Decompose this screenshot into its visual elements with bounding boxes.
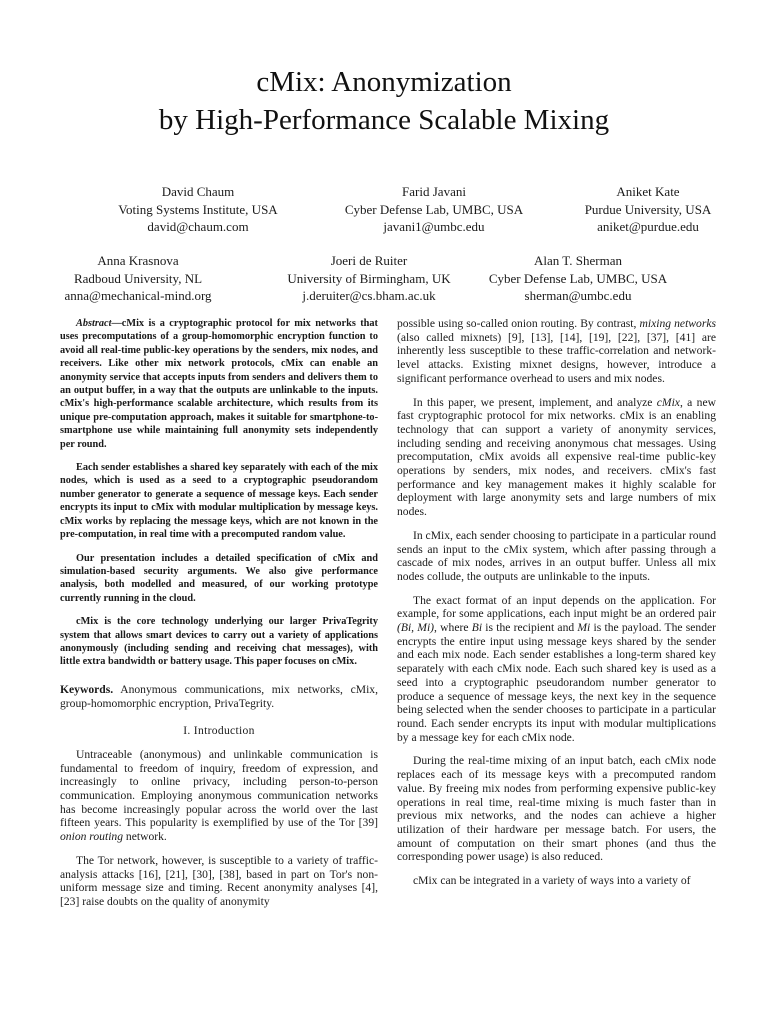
text-run: is the recipient and (482, 621, 578, 635)
abstract-paragraph (60, 317, 378, 451)
author-name: Anna Krasnova (97, 253, 179, 268)
author-email: aniket@purdue.edu (597, 219, 699, 234)
abstract-text: —cMix is a cryptographic protocol for mix networks that uses precomputations of a group-homomorphic encryption function to avoid all real-time public-key operations by the senders, mix nodes, and receivers. Like other mix network protocols, cMix can enable an anonymity service that accepts inputs from senders and delivers them to an output buffer, in a way that the outputs are unlinkable to the inputs. cMix's high-performance scalable architecture, which results from its unique pre-computation approach, makes it suitable for smartphone-to-smartphone use while maintaining full anonymity sets independently per round. (60, 318, 378, 450)
author-block (538, 183, 758, 236)
author-block (28, 252, 248, 305)
text-run: is the payload. The sender encrypts the entire input using message keys shared by the sender and each mix node. Each sender establishes a long-term shared key separately with each cMix node. Each such shared key is used as a seed into a cryptographic pseudorandom number generator to produce a sequence of message keys, the next key in the sequence being selected when the sender chooses to participate in a particular round. Each sender encrypts its input with modular multiplications by a message key for each cMix node. (397, 621, 717, 744)
body-paragraph (397, 594, 716, 745)
body-paragraph: The Tor network, however, is susceptible to a variety of traffic-analysis attacks [16], [21], [30], [38], based in part on Tor's non-uniform message size and timing. Recent anonymity analyses [4], [23] raise doubts on the quality of anonymity (60, 853, 378, 908)
author-email: david@chaum.com (147, 219, 249, 234)
author-email: anna@mechanical-mind.org (64, 288, 212, 303)
emphasis: mixing networks (639, 317, 717, 330)
body-paragraph: cMix can be integrated in a variety of ways into a variety of (413, 874, 691, 888)
math-expression: (Bi, Mi) (397, 621, 435, 635)
body-paragraph: In cMix, each sender choosing to participate in a particular round sends an input to the cMix system, which after passing through a cascade of mix nodes, arrives in an output buffer. Unless all mix nodes collude, the outputs are unlinkable to the inputs. (397, 528, 716, 583)
emphasis: cMix (656, 395, 680, 409)
author-block (88, 183, 308, 236)
author-email: javani1@umbc.edu (383, 219, 485, 234)
body-paragraph (397, 317, 716, 386)
author-block (468, 252, 688, 305)
text-run: network. (123, 830, 167, 844)
right-column (397, 317, 716, 898)
title-line-2: by High-Performance Scalable Mixing (158, 104, 610, 136)
author-block (324, 183, 544, 236)
body-paragraph: During the real-time mixing of an input batch, each cMix node replaces each of its message keys with a precomputed random value. By freeing mix nodes from performing expensive public-key operations in real time, real-time mixing is much faster than in previous mix networks, and the nodes can achieve a higher utilization of their hardware per message batch. For users, the amount of computation on their smart phones (and thus the corresponding power usage) is also reduced. (397, 754, 716, 864)
abstract-paragraph: Our presentation includes a detailed specification of cMix and simulation-based security arguments. We also give performance analysis, both modelled and measured, of our working prototype currently running in the cloud. (60, 552, 378, 604)
author-affiliation: University of Birmingham, UK (287, 270, 451, 286)
author-affiliation: Purdue University, USA (584, 201, 712, 217)
text-run: The exact format of an input depends on the application. For example, for some applications, each input might be an ordered pair (397, 593, 716, 621)
math-expression: Bi (471, 621, 483, 635)
body-paragraph (397, 396, 716, 519)
author-block (254, 252, 484, 305)
author-affiliation: Cyber Defense Lab, UMBC, USA (344, 201, 524, 217)
keywords (60, 683, 378, 711)
abstract-paragraph: cMix is the core technology underlying our larger PrivaTegrity system that allows smart devices to carry out a variety of applications anonymously (including sending and receiving chat messages), with little extra bandwidth or battery usage. This paper focuses on cMix. (60, 616, 378, 668)
author-affiliation: Voting Systems Institute, USA (118, 201, 278, 217)
author-name: David Chaum (161, 184, 235, 199)
keywords-text: Anonymous communications, mix networks, cMix, group-homomorphic encryption, PrivaTegrity. (60, 682, 378, 710)
abstract (60, 317, 378, 669)
author-name: Farid Javani (402, 184, 466, 199)
text-run: , where (434, 621, 472, 635)
math-expression: Mi (577, 621, 591, 635)
section-heading: I. Introduction (183, 724, 255, 738)
author-name: Joeri de Ruiter (330, 253, 408, 268)
intro-body (60, 748, 378, 909)
title-line-1: cMix: Anonymization (256, 66, 512, 98)
abstract-paragraph: Each sender establishes a shared key separately with each of the mix nodes, which is used as a seed to a cryptographic pseudorandom number generator to generate a sequence of message keys. Each sender encrypts its input to cMix with modular multiplication by message keys. cMix works by replacing the message keys, which are not known in the pre-computation, in real time with a precomputed random value. (60, 462, 378, 541)
author-name: Aniket Kate (616, 184, 680, 199)
author-email: j.deruiter@cs.bham.ac.uk (302, 288, 436, 303)
keywords-label: Keywords. (60, 682, 114, 696)
paper-title (0, 63, 768, 139)
author-affiliation: Radboud University, NL (73, 270, 203, 286)
body-paragraph (60, 748, 378, 844)
left-column (60, 317, 378, 919)
text-run: (also called mixnets) [9], [13], [14], [19], [22], [37], [41] are inherently less susceptible to these traffic-correlation and network-level attacks. Existing mixnet designs, however, introduce a significant performance overhead to users and mix nodes. (397, 330, 716, 385)
author-name: Alan T. Sherman (534, 253, 622, 268)
text-run: , a new fast cryptographic protocol for mix networks. cMix is an enabling technology that can support a variety of anonymity services, including sending and receiving anonymous chat messages. Using precomputation, cMix avoids all expensive real-time public-key operations by senders, mix nodes, and receivers. cMix's fast performance and key management makes it highly scalable for deployment with large anonymity sets and large numbers of mix nodes. (397, 395, 716, 519)
text-run: In this paper, we present, implement, and analyze (413, 395, 657, 409)
text-run: possible using so-called onion routing. By contrast, (397, 317, 640, 330)
emphasis: onion routing (60, 830, 124, 844)
abstract-label: Abstract (76, 318, 112, 329)
author-email: sherman@umbc.edu (524, 288, 632, 303)
text-run: Untraceable (anonymous) and unlinkable communication is fundamental to freedom of inquiry, freedom of expression, and increasingly to online privacy, including person-to-person communication. Employing anonymous communication networks has become increasingly popular across the world over the last fifteen years. This popularity is exemplified by use of the Tor [39] (60, 747, 378, 830)
author-affiliation: Cyber Defense Lab, UMBC, USA (488, 270, 668, 286)
